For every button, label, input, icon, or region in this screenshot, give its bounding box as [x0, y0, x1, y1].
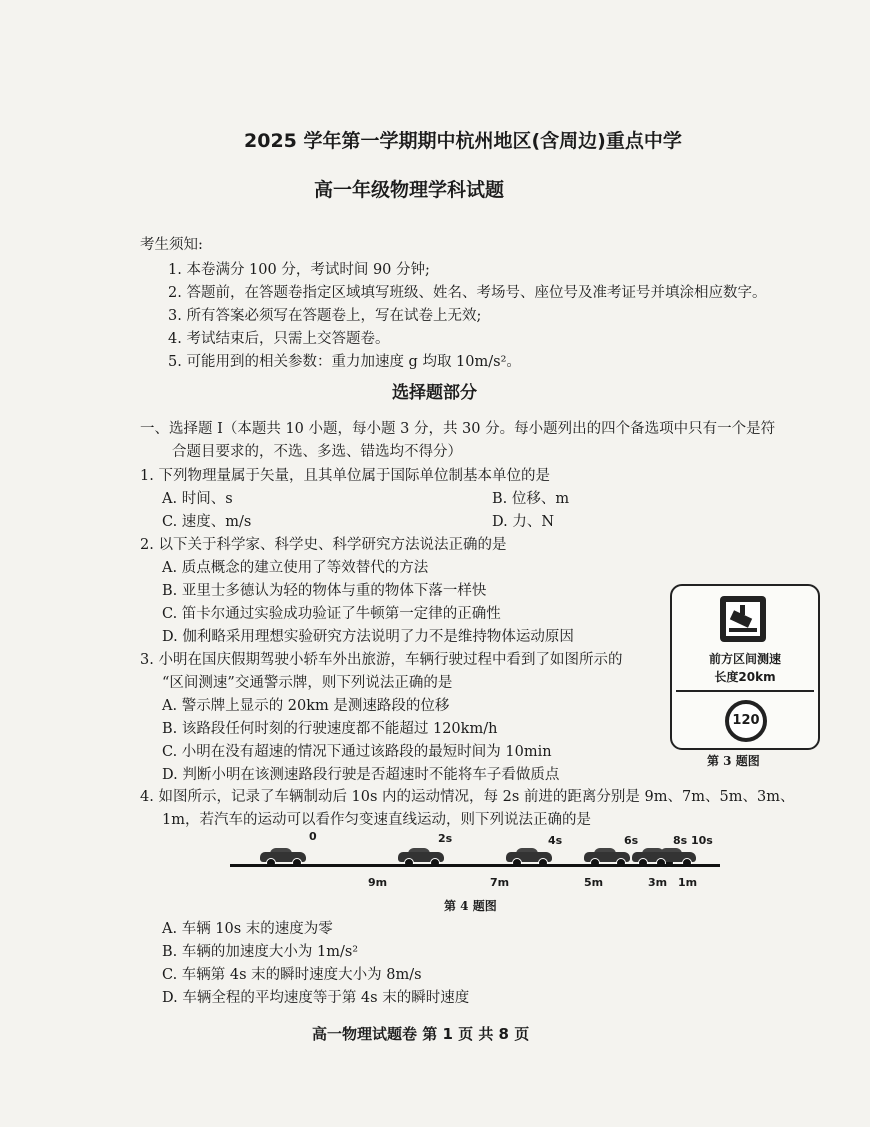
q1-option-c: C. 速度、m/s	[162, 514, 252, 530]
q3-figure-caption: 第 3 题图	[707, 754, 760, 768]
q2-option-d: D. 伽利略采用理想实验研究方法说明了力不是维持物体运动原因	[162, 629, 574, 645]
time-label-0: 0	[309, 830, 317, 843]
sign-text-line1: 前方区间测速	[708, 652, 781, 666]
speed-camera-icon	[720, 596, 766, 642]
q4-stem-line2: 1m，若汽车的运动可以看作匀变速直线运动，则下列说法正确的是	[162, 812, 591, 828]
time-label-6s: 6s	[624, 834, 639, 847]
distance-label-9m: 9m	[368, 876, 388, 889]
q3-option-d: D. 判断小明在该测速路段行驶是否超速时不能将车子看做质点	[162, 767, 560, 783]
notice-item-1: 1. 本卷满分 100 分，考试时间 90 分钟;	[168, 262, 430, 278]
q2-option-b: B. 亚里士多德认为轻的物体与重的物体下落一样快	[162, 583, 487, 599]
time-label-4s: 4s	[548, 834, 563, 847]
car-position-10s	[650, 848, 696, 864]
car-position-6s	[584, 848, 630, 864]
q2-option-c: C. 笛卡尔通过实验成功验证了牛顿第一定律的正确性	[162, 606, 501, 622]
q4-option-c: C. 车辆第 4s 末的瞬时速度大小为 8m/s	[162, 967, 422, 983]
q3-stem-line2: “区间测速”交通警示牌，则下列说法正确的是	[162, 675, 453, 691]
q3-stem-line1: 3. 小明在国庆假期驾驶小轿车外出旅游，车辆行驶过程中看到了如图所示的	[140, 652, 623, 668]
notice-item-2: 2. 答题前，在答题卷指定区域填写班级、姓名、考场号、座位号及准考证号并填涂相应数字。	[168, 285, 767, 301]
distance-label-1m: 1m	[678, 876, 698, 889]
part1-line2: 合题目要求的，不选、多选、错选均不得分）	[172, 444, 462, 460]
q3-option-c: C. 小明在没有超速的情况下通过该路段的最短时间为 10min	[162, 744, 552, 760]
q2-option-a: A. 质点概念的建立使用了等效替代的方法	[162, 560, 429, 576]
road-line	[230, 864, 720, 867]
q4-figure-caption: 第 4 题图	[444, 899, 497, 913]
q2-stem: 2. 以下关于科学家、科学史、科学研究方法说法正确的是	[140, 537, 507, 553]
distance-label-5m: 5m	[584, 876, 604, 889]
notice-item-5: 5. 可能用到的相关参数：重力加速度 g 均取 10m/s²。	[168, 354, 521, 370]
speed-camera-sign	[670, 584, 820, 750]
car-position-4s	[506, 848, 552, 864]
notice-item-3: 3. 所有答案必须写在答题卷上，写在试卷上无效;	[168, 308, 482, 324]
q1-stem: 1. 下列物理量属于矢量，且其单位属于国际单位制基本单位的是	[140, 468, 550, 484]
time-label-10s: 10s	[691, 834, 713, 847]
time-label-8s: 8s	[673, 834, 688, 847]
car-position-2s	[398, 848, 444, 864]
q3-option-a: A. 警示牌上显示的 20km 是测速路段的位移	[162, 698, 450, 714]
q4-option-b: B. 车辆的加速度大小为 1m/s²	[162, 944, 359, 960]
section-title: 选择题部分	[392, 383, 477, 403]
distance-label-7m: 7m	[490, 876, 510, 889]
q1-option-b: B. 位移、m	[492, 491, 570, 507]
q4-option-a: A. 车辆 10s 末的速度为零	[162, 921, 333, 937]
notice-item-4: 4. 考试结束后，只需上交答题卷。	[168, 331, 390, 347]
distance-label-3m: 3m	[648, 876, 668, 889]
q1-option-d: D. 力、N	[492, 514, 555, 530]
car-position-0	[260, 848, 306, 864]
speed-limit-badge: 120	[725, 700, 767, 742]
page-footer: 高一物理试题卷 第 1 页 共 8 页	[312, 1025, 530, 1043]
q4-option-d: D. 车辆全程的平均速度等于第 4s 末的瞬时速度	[162, 990, 470, 1006]
sign-text-line2: 长度20km	[714, 670, 776, 684]
exam-subtitle: 高一年级物理学科试题	[314, 179, 505, 201]
time-label-2s: 2s	[438, 832, 453, 845]
part1-line1: 一、选择题 I（本题共 10 小题，每小题 3 分，共 30 分。每小题列出的四个备选项中只有一个是符	[140, 421, 776, 437]
notice-heading: 考生须知:	[140, 237, 203, 253]
exam-title: 2025 学年第一学期期中杭州地区(含周边)重点中学	[244, 130, 682, 152]
q1-option-a: A. 时间、s	[162, 491, 233, 507]
q3-option-b: B. 该路段任何时刻的行驶速度都不能超过 120km/h	[162, 721, 498, 737]
q4-stem-line1: 4. 如图所示，记录了车辆制动后 10s 内的运动情况，每 2s 前进的距离分别是 9m、7m、5m、3m、	[140, 789, 795, 805]
braking-car-figure	[230, 830, 720, 890]
sign-divider	[676, 690, 814, 692]
